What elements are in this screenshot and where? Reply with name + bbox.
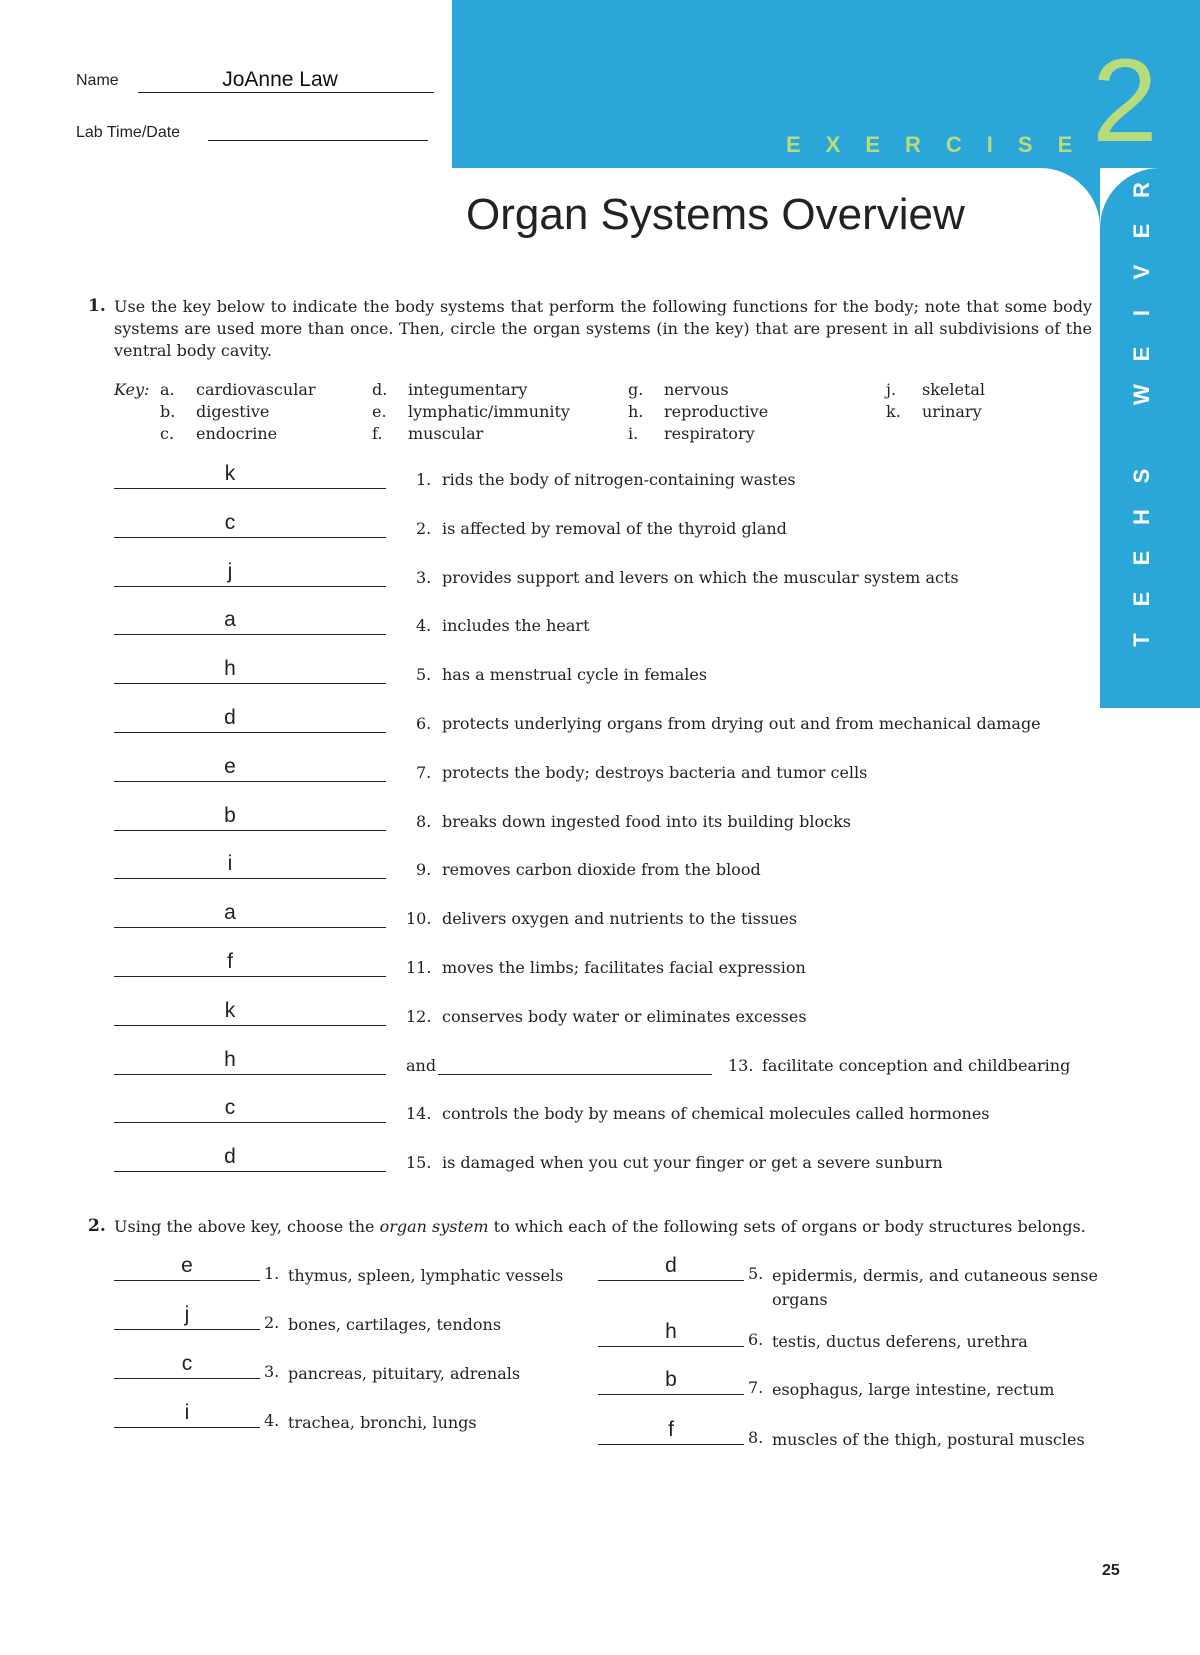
exercise-word: EXERCISE [786, 132, 1098, 157]
answer-field[interactable]: i [227, 852, 233, 876]
q1-number: 1. [88, 296, 106, 316]
answer-line[interactable] [114, 488, 386, 489]
answer-field[interactable]: k [224, 998, 236, 1022]
exercise-number: 2 [1092, 35, 1158, 167]
item-number: 1. [264, 1264, 280, 1283]
item-text: removes carbon dioxide from the blood [442, 860, 761, 880]
q1-row [0, 800, 1200, 840]
item-text: epidermis, dermis, and cutaneous sense organs [772, 1266, 1098, 1309]
side-tab-letter: E [1129, 550, 1154, 566]
key-item-letter: d. [372, 380, 388, 399]
item-number: 7. [748, 1378, 764, 1397]
item-number: 10. [406, 909, 432, 929]
key-item [886, 380, 985, 399]
item-number: 9. [416, 860, 432, 880]
q1-row [0, 653, 1200, 693]
item-number: 6. [416, 714, 432, 733]
answer-field[interactable]: j [227, 559, 233, 583]
item-text: moves the limbs; facilitates facial expression [442, 958, 806, 977]
key-item-letter: k. [886, 402, 901, 421]
key-item [628, 380, 729, 399]
answer-field[interactable]: b [224, 803, 236, 827]
key-item [372, 402, 570, 421]
q2-row [114, 1399, 584, 1439]
answer-field[interactable]: h [224, 657, 236, 681]
q1-row [0, 1092, 1200, 1132]
answer-field[interactable]: e [224, 754, 236, 778]
key-item-letter: i. [628, 424, 639, 443]
q2-row [598, 1416, 1118, 1456]
side-tab-letter: W [1129, 383, 1154, 405]
side-tab-letter [1132, 425, 1152, 445]
item-text: provides support and levers on which the muscular system acts [442, 567, 959, 587]
item-text: bones, cartilages, tendons [288, 1315, 502, 1334]
item-text: facilitate conception and childbearing [762, 1055, 1071, 1075]
item-text: esophagus, large intestine, rectum [772, 1380, 1055, 1399]
answer-line[interactable] [598, 1346, 744, 1347]
answer-field[interactable]: d [224, 706, 236, 729]
key-item-name: skeletal [922, 380, 986, 399]
item-number: 4. [264, 1411, 280, 1430]
q1-row [0, 1044, 1200, 1084]
side-tab-letter: V [1129, 264, 1154, 280]
item-text: includes the heart [442, 616, 590, 636]
q2-row [114, 1350, 584, 1390]
q1-row [0, 946, 1200, 986]
name-label: Name [76, 72, 119, 89]
answer-line[interactable] [114, 830, 386, 831]
key-item-name: reproductive [664, 402, 769, 421]
key-item [160, 402, 269, 421]
key-item-letter: g. [628, 380, 644, 399]
answer-field[interactable]: k [224, 462, 236, 485]
item-text: is affected by removal of the thyroid gland [442, 518, 787, 538]
key-item-name: respiratory [664, 424, 755, 443]
q1-row [0, 507, 1200, 547]
key-item [372, 380, 527, 399]
q1-row [0, 848, 1200, 888]
item-text: protects underlying organs from drying out and from mechanical damage [442, 714, 1041, 733]
q1-row [0, 995, 1200, 1035]
key-item [160, 380, 316, 399]
answer-line[interactable] [114, 683, 386, 684]
side-tab-letter: E [1129, 223, 1154, 239]
q2-row [598, 1366, 1118, 1406]
lab-time-label: Lab Time/Date [76, 124, 181, 141]
key-item-name: muscular [408, 424, 484, 443]
answer-line[interactable] [114, 976, 386, 977]
q2-row [114, 1301, 584, 1341]
answer-line[interactable] [114, 1122, 386, 1123]
page-title: Organ Systems Overview [466, 190, 965, 239]
key-item-letter: a. [160, 380, 175, 399]
key-item [886, 402, 982, 421]
answer-field[interactable]: c [224, 1096, 236, 1120]
and-label: and [406, 1055, 437, 1075]
answer-field[interactable]: i [184, 1401, 190, 1424]
answer-field[interactable]: a [224, 901, 236, 925]
item-number: 1. [416, 470, 432, 489]
answer-line[interactable] [114, 634, 386, 635]
answer-field[interactable]: d [665, 1254, 677, 1277]
answer-field[interactable]: f [668, 1418, 674, 1441]
key-item [160, 424, 277, 443]
item-number: 5. [416, 665, 432, 685]
side-tab-letter: R [1129, 182, 1154, 198]
answer-line[interactable] [114, 878, 386, 879]
key-item-letter: e. [372, 402, 387, 421]
answer-line[interactable] [114, 1171, 386, 1172]
answer-line[interactable] [114, 927, 386, 928]
side-tab-letter: T [1129, 633, 1154, 647]
second-answer-line[interactable] [438, 1074, 712, 1075]
answer-field[interactable]: a [224, 608, 236, 632]
q2-row [114, 1252, 584, 1292]
item-number: 11. [406, 958, 432, 977]
item-text: thymus, spleen, lymphatic vessels [288, 1266, 564, 1285]
item-text: is damaged when you cut your finger or get a severe sunburn [442, 1153, 943, 1173]
item-number: 7. [416, 762, 432, 782]
q2-number: 2. [88, 1216, 106, 1236]
key-item-name: cardiovascular [196, 380, 316, 399]
item-number: 2. [264, 1313, 280, 1332]
answer-field[interactable]: e [181, 1254, 193, 1277]
q1-row [0, 702, 1200, 742]
answer-line[interactable] [114, 781, 386, 782]
q1-instructions: Use the key below to indicate the body systems that perform the following functions for the body; note that some body systems are used more than once. Then, circle the organ systems (in the key) that are present in all subdivisions of the ventral body cavity. [114, 297, 1092, 360]
answer-field[interactable]: f [227, 950, 233, 973]
answer-field[interactable]: h [224, 1047, 236, 1071]
side-tab-letter: H [1129, 509, 1154, 526]
answer-line[interactable] [114, 1074, 386, 1075]
q1-row [0, 556, 1200, 596]
item-number: 2. [416, 518, 432, 538]
item-text: delivers oxygen and nutrients to the tissues [442, 909, 798, 929]
answer-line[interactable] [114, 732, 386, 733]
q2-row [598, 1252, 1118, 1309]
item-number: 3. [416, 567, 432, 587]
answer-line[interactable] [598, 1444, 744, 1445]
answer-field[interactable]: j [184, 1303, 190, 1326]
item-number: 4. [416, 616, 432, 636]
item-number: 12. [406, 1006, 432, 1026]
item-text: testis, ductus deferens, urethra [772, 1332, 1028, 1351]
side-tab-letter: I [1129, 309, 1154, 316]
item-text: controls the body by means of chemical molecules called hormones [442, 1104, 990, 1124]
q1-row [0, 458, 1200, 498]
key-item-letter: h. [628, 402, 644, 421]
key-item [372, 424, 483, 443]
item-text: rids the body of nitrogen-containing wastes [442, 470, 796, 489]
side-tab-letter: S [1129, 469, 1154, 484]
answer-line[interactable] [598, 1394, 744, 1395]
answer-field[interactable]: d [224, 1145, 236, 1169]
side-tab-letter: E [1129, 346, 1154, 361]
lab-time-field[interactable] [208, 140, 428, 141]
key-item-name: lymphatic/immunity [408, 402, 570, 421]
item-text: muscles of the thigh, postural muscles [772, 1430, 1085, 1449]
key-item [628, 424, 755, 443]
q2-row [598, 1318, 1118, 1358]
item-text: has a menstrual cycle in females [442, 665, 708, 685]
side-tab-letter: E [1129, 591, 1154, 607]
item-text: trachea, bronchi, lungs [288, 1413, 477, 1432]
key-item-letter: f. [372, 424, 383, 443]
answer-line[interactable] [114, 586, 386, 587]
name-field-line[interactable] [138, 92, 434, 93]
item-text: protects the body; destroys bacteria and tumor cells [442, 762, 868, 782]
item-text: breaks down ingested food into its building blocks [442, 811, 851, 831]
answer-line[interactable] [114, 1280, 260, 1281]
item-text: pancreas, pituitary, adrenals [288, 1364, 521, 1383]
item-number: 14. [406, 1104, 432, 1124]
answer-line[interactable] [114, 1427, 260, 1428]
key-item-name: urinary [922, 402, 982, 421]
key-item-name: digestive [196, 402, 270, 421]
key-item-name: nervous [664, 380, 729, 399]
item-number: 3. [264, 1362, 280, 1381]
answer-field[interactable]: h [665, 1320, 677, 1343]
page-number: 25 [1102, 1562, 1120, 1579]
answer-field[interactable]: c [181, 1352, 193, 1375]
answer-line[interactable] [114, 1378, 260, 1379]
item-text: conserves body water or eliminates excesses [442, 1006, 807, 1026]
item-number: 5. [748, 1264, 764, 1283]
answer-line[interactable] [114, 1329, 260, 1330]
item-number: 13. [728, 1055, 754, 1075]
q1-row [0, 897, 1200, 937]
key-label: Key: [114, 380, 150, 399]
key-item [628, 402, 768, 421]
key-item-name: endocrine [196, 424, 278, 443]
answer-field[interactable]: c [224, 510, 236, 534]
q2-instructions: Using the above key, choose the organ system to which each of the following sets of organs or body structures belongs. [114, 1217, 1086, 1236]
answer-field[interactable]: b [665, 1368, 677, 1391]
item-number: 8. [416, 811, 432, 831]
q1-row [0, 1141, 1200, 1181]
answer-line[interactable] [114, 537, 386, 538]
q1-row [0, 604, 1200, 644]
key-item-letter: c. [160, 424, 175, 443]
item-number: 6. [748, 1330, 764, 1349]
item-number: 8. [748, 1428, 764, 1447]
key-item-letter: b. [160, 402, 176, 421]
answer-line[interactable] [598, 1280, 744, 1281]
item-number: 15. [406, 1153, 432, 1173]
key-item-letter: j. [886, 380, 897, 399]
key-item-name: integumentary [408, 380, 528, 399]
q1-row [0, 751, 1200, 791]
answer-line[interactable] [114, 1025, 386, 1026]
name-field[interactable]: JoAnne Law [222, 68, 338, 91]
